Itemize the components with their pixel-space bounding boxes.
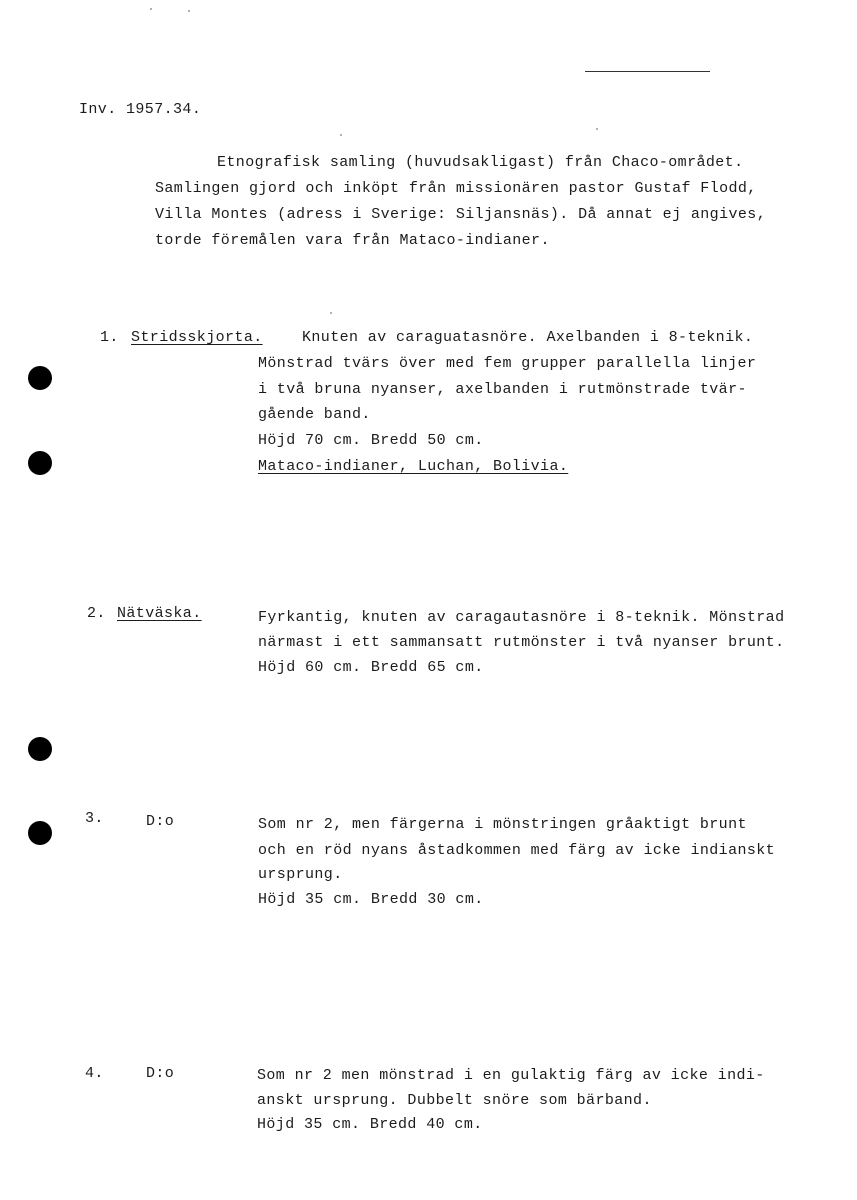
item-description-line: och en röd nyans åstadkommen med färg av icke indianskt — [258, 842, 776, 859]
item-origin: Mataco-indianer, Luchan, Bolivia. — [258, 458, 569, 475]
item-description-line: gående band. — [258, 406, 371, 423]
item-number: 1. — [100, 329, 119, 346]
scan-speck — [150, 8, 152, 10]
scan-speck — [188, 10, 190, 12]
item-dimensions: Höjd 60 cm. Bredd 65 cm. — [258, 659, 484, 676]
punch-hole — [28, 451, 52, 475]
item-description-line: ursprung. — [258, 866, 343, 883]
item-number: 3. — [85, 810, 104, 827]
item-name: D:o — [146, 1065, 175, 1082]
item-name: Stridsskjorta. — [131, 329, 263, 346]
item-number: 4. — [85, 1065, 104, 1082]
scan-speck — [596, 128, 598, 130]
item-number: 2. — [87, 605, 106, 622]
punch-hole — [28, 821, 52, 845]
intro-line: Villa Montes (adress i Sverige: Siljansnäs). Då annat ej angives, — [155, 206, 767, 223]
intro-line: Samlingen gjord och inköpt från missionären pastor Gustaf Flodd, — [155, 180, 757, 197]
inventory-number: Inv. 1957.34. — [79, 101, 202, 118]
item-description-line: Som nr 2 men mönstrad i en gulaktig färg av icke indi- — [257, 1067, 765, 1084]
item-description-line: anskt ursprung. Dubbelt snöre som bärband. — [257, 1092, 652, 1109]
item-dimensions: Höjd 35 cm. Bredd 30 cm. — [258, 891, 484, 908]
item-dimensions: Höjd 35 cm. Bredd 40 cm. — [257, 1116, 483, 1133]
item-description-line: i två bruna nyanser, axelbanden i rutmönstrade tvär- — [258, 381, 747, 398]
item-description-line: Som nr 2, men färgerna i mönstringen gråaktigt brunt — [258, 816, 747, 833]
intro-line: torde föremålen vara från Mataco-indianer. — [155, 232, 550, 249]
item-dimensions: Höjd 70 cm. Bredd 50 cm. — [258, 432, 484, 449]
header-rule — [585, 71, 710, 72]
punch-hole — [28, 737, 52, 761]
item-description-line: Knuten av caraguatasnöre. Axelbanden i 8-teknik. — [302, 329, 754, 346]
item-name: D:o — [146, 813, 175, 830]
item-name: Nätväska. — [117, 605, 202, 622]
intro-line: Etnografisk samling (huvudsakligast) från Chaco-området. — [217, 154, 744, 171]
item-description-line: Mönstrad tvärs över med fem grupper parallella linjer — [258, 355, 757, 372]
scan-speck — [330, 312, 332, 314]
punch-hole — [28, 366, 52, 390]
item-description-line: närmast i ett sammansatt rutmönster i två nyanser brunt. — [258, 634, 785, 651]
item-description-line: Fyrkantig, knuten av caragautasnöre i 8-teknik. Mönstrad — [258, 609, 785, 626]
scan-speck — [340, 134, 342, 136]
